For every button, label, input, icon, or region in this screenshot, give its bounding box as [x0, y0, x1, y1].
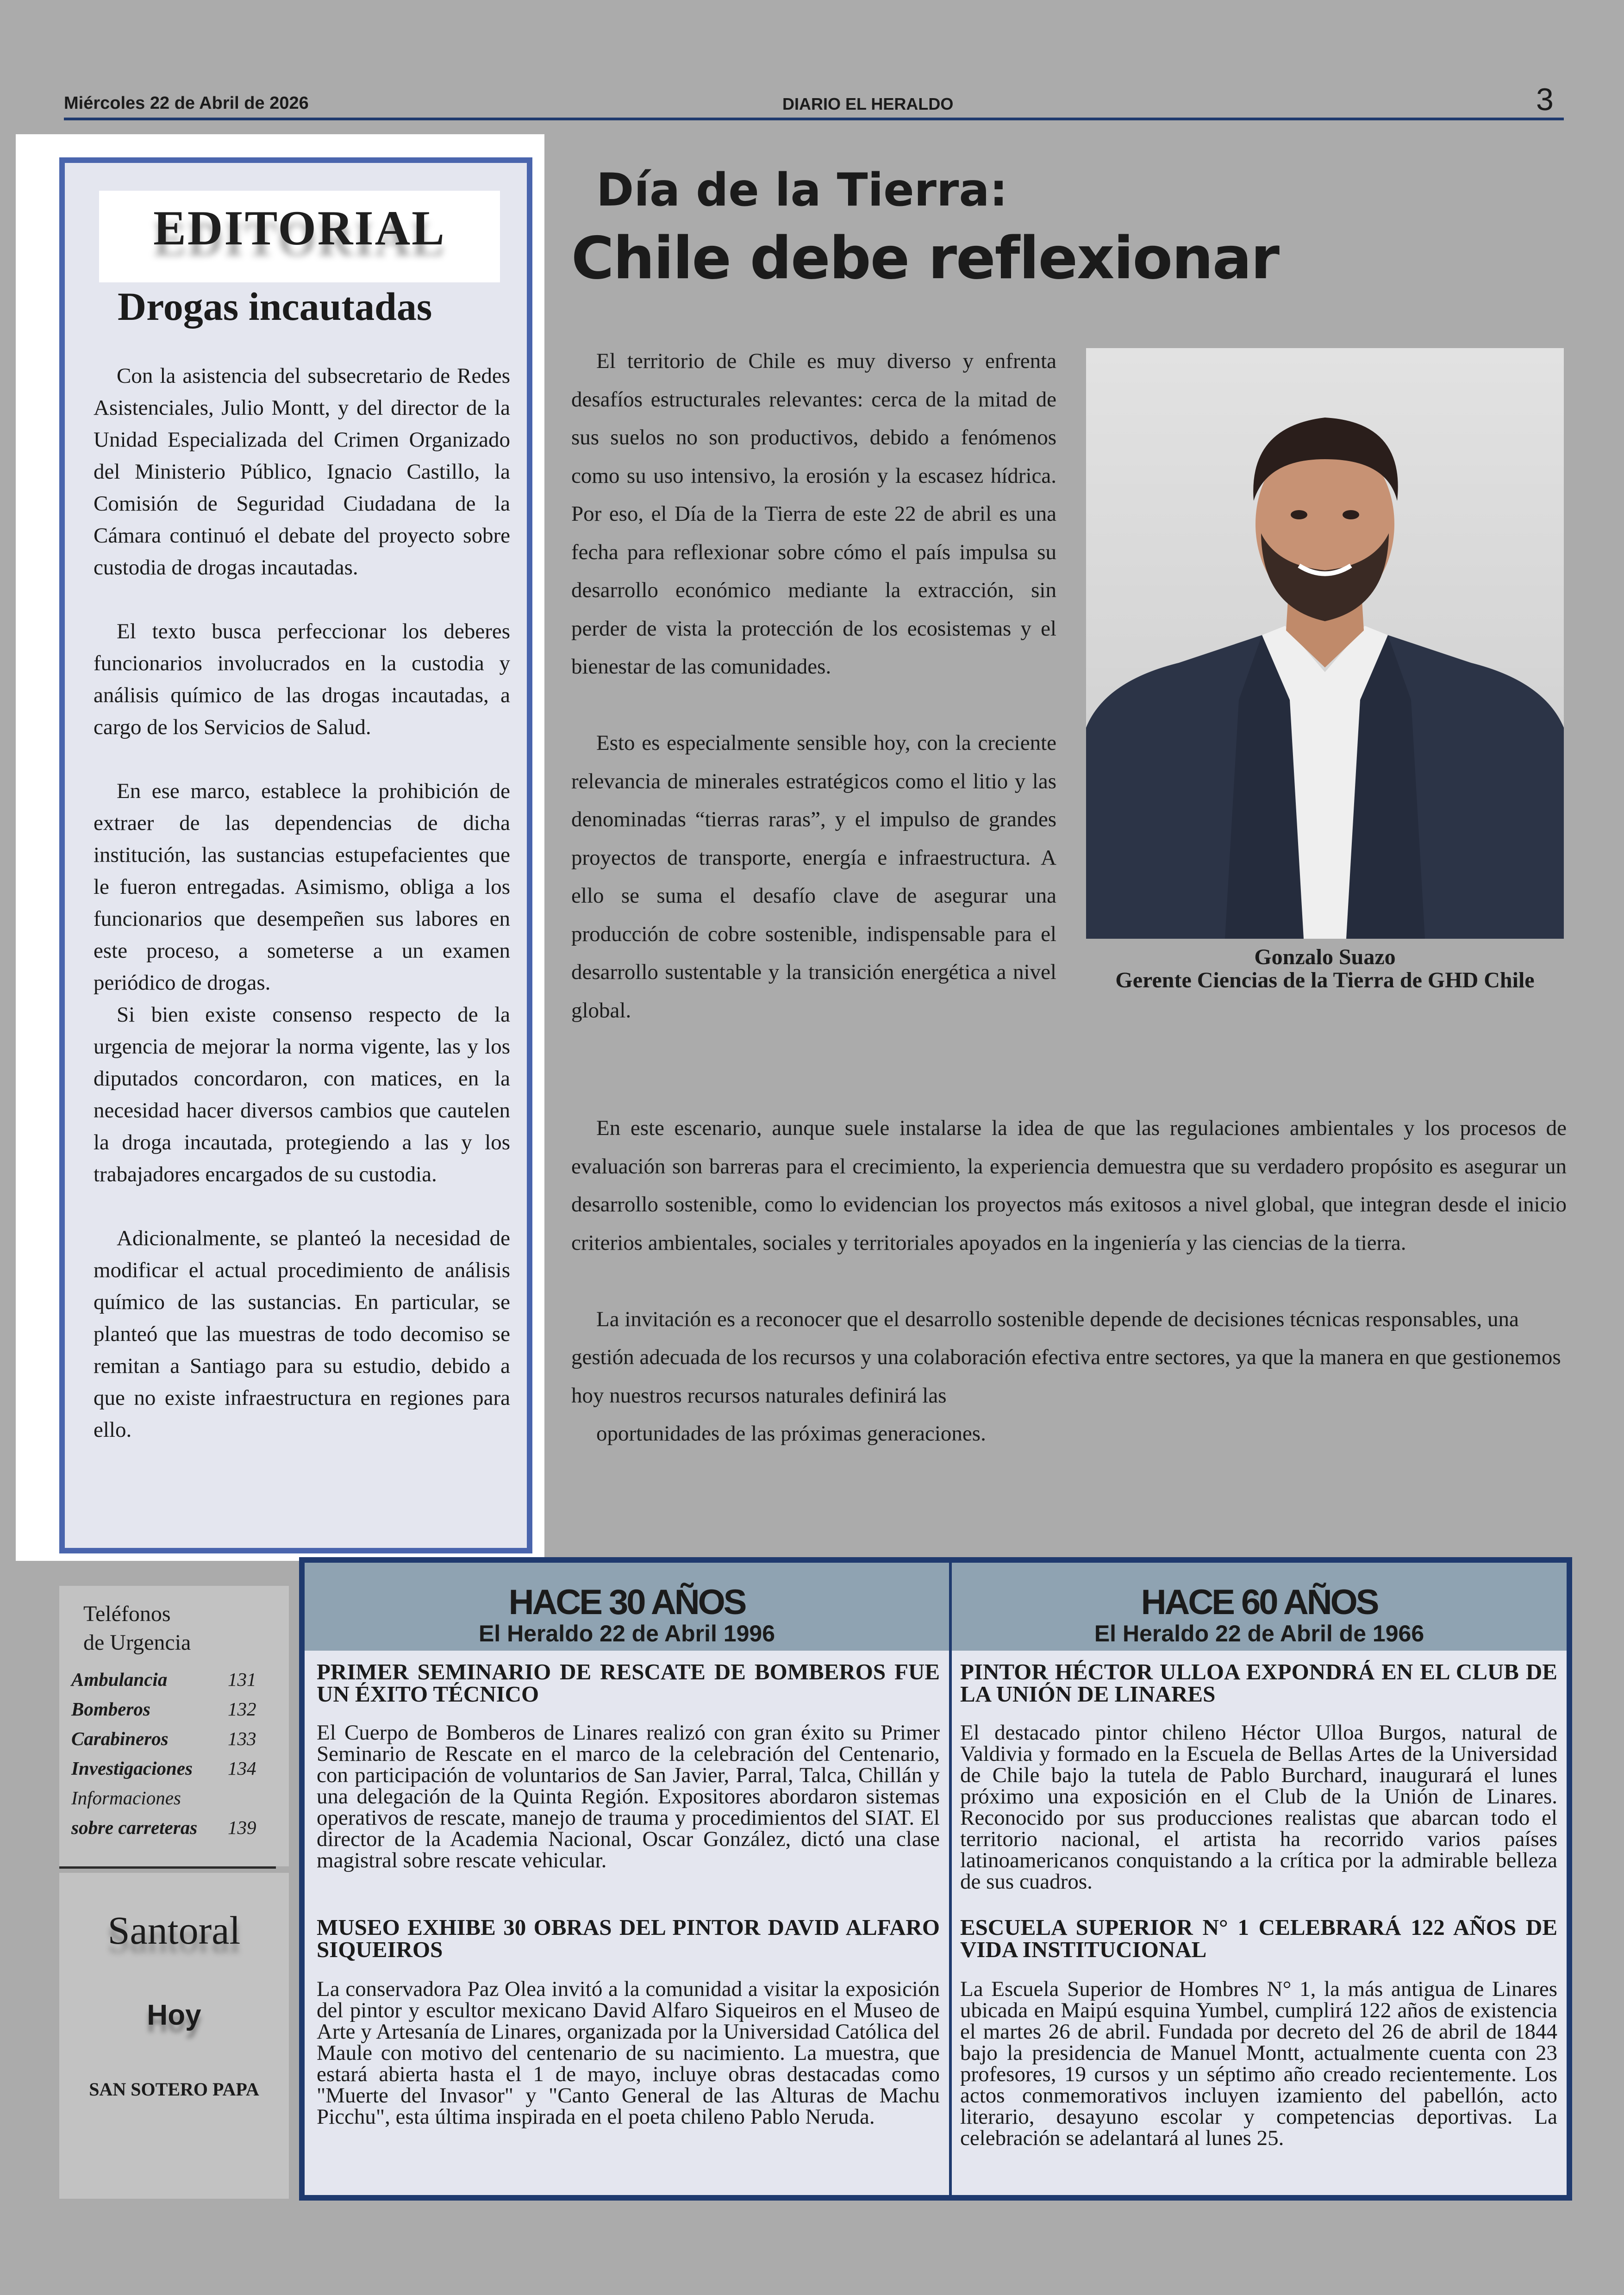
santoral-today: Hoy [147, 1999, 201, 2031]
phone-row [71, 1665, 256, 1694]
editorial-paragraph: Adicionalmente, se planteó la necesidad de modificar el actual procedimiento de análisis químico de las sustancias. En particular, se planteó que las muestras de todo decomiso se remitan a Santiago para su estudio, debido a que no existe infraestructura en regiones para ello. [94, 1226, 510, 1442]
hace30-heading: HACE 30 AÑOS [508, 1583, 745, 1622]
editorial-title: Drogas incautadas [118, 284, 432, 329]
article-paragraph: La invitación es a reconocer que el desarrollo sostenible depende de decisiones técnicas responsables, una gestión adecuada de los recursos y una colaboración efectiva entre sectores, ya que la manera en que gestionemos hoy nuestros recursos naturales definirá las [571, 1307, 1561, 1408]
phones-title-line: Teléfonos [83, 1602, 171, 1626]
history-column-divider [949, 1563, 952, 2195]
phone-row [71, 1813, 256, 1842]
hace30-story-body: La conservadora Paz Olea invitó a la comunidad a visitar la exposición del pintor y escultor mexicano David Alfaro Siqueiros en el Museo de Arte y Artesanía de Linares, organizada por la Universidad Católica del Maule con motivo del centenario de su nacimiento. La muestra, que estará abierta hasta el 1 de mayo, incluye obras destacadas como "Muerte del Invasor" y "Canto General de las Alturas de Machu Picchu", esta última inspirada en el poeta chileno Pablo Neruda. [317, 1977, 940, 2129]
phones-title [83, 1600, 191, 1657]
article-paragraph: oportunidades de las próximas generaciones. [596, 1422, 986, 1446]
santoral-title: Santoral [107, 1908, 241, 1952]
editorial-label: EDITORIAL [153, 201, 446, 255]
editorial-paragraph: Si bien existe consenso respecto de la urgencia de mejorar la norma vigente, las y los diputados concordaron, con matices, en la necesidad hacer diversos cambios que cautelen la droga incautada, protegiendo a las y los trabajadores encargados de su custodia. [94, 1003, 510, 1186]
phone-label: Bomberos [71, 1698, 150, 1720]
article-paragraph: El territorio de Chile es muy diverso y enfrenta desafíos estructurales relevantes: cerca de la mitad de sus suelos no son productivos, debido a fenómenos como su uso intensivo, la erosión y la escasez hídrica. Por eso, el Día de la Tierra de este 22 de abril es una fecha para reflexionar sobre cómo el país impulsa su desarrollo económico mediante la extracción, sin perder de vista la protección de los ecosistemas y el bienestar de las comunidades. [571, 349, 1056, 679]
hace60-story-body: El destacado pintor chileno Héctor Ulloa Burgos, natural de Valdivia y formado en la Escuela de Bellas Artes de la Universidad de Chile bajo la tutela de Pablo Burchard, inaugurará el lunes próximo una exposición en el Club de la Unión de Linares. Reconocido por sus producciones realistas que abarcan todo el territorio nacional, el artista ha recorrido varios países latinoamericanos conquistando a la crítica por la admirable belleza de sus cuadros. [960, 1721, 1557, 1894]
phone-label: Ambulancia [71, 1669, 168, 1690]
author-photo [1086, 348, 1564, 939]
hace30-subheading: El Heraldo 22 de Abril 1996 [478, 1621, 775, 1646]
phone-row [71, 1694, 256, 1724]
phone-label: sobre carreteras [71, 1817, 198, 1838]
photo-caption-name: Gonzalo Suazo [1254, 945, 1396, 969]
photo-caption-role: Gerente Ciencias de la Tierra de GHD Chile [1115, 968, 1535, 992]
phone-info-label: Informaciones [71, 1787, 181, 1809]
article-column [571, 342, 1056, 1029]
phone-label: Investigaciones [71, 1758, 193, 1779]
newspaper-name: DIARIO EL HERALDO [782, 94, 954, 113]
page-number: 3 [1536, 82, 1554, 117]
santoral-saint: SAN SOTERO PAPA [89, 2079, 259, 2100]
phone-row [71, 1753, 256, 1783]
article-title: Chile debe reflexionar [571, 224, 1279, 292]
hace30-story-headline: PRIMER SEMINARIO DE RESCATE DE BOMBEROS FUE UN ÉXITO TÉCNICO [317, 1659, 940, 1707]
phone-label: Carabineros [71, 1728, 169, 1749]
header-rule [64, 118, 1564, 120]
phone-number: 133 [228, 1728, 256, 1749]
phone-number: 134 [228, 1758, 256, 1779]
article-paragraph: En este escenario, aunque suele instalarse la idea de que las regulaciones ambientales y los procesos de evaluación son barreras para el crecimiento, la experiencia demuestra que su verdadero propósito es asegurar un desarrollo sostenible, como lo evidencian los proyectos más exitosos a nivel global, que integran desde el inicio criterios ambientales, sociales y territoriales apoyados en la ingeniería y las ciencias de la tierra. [571, 1116, 1567, 1255]
hace60-story-headline: ESCUELA SUPERIOR N° 1 CELEBRARÁ 122 AÑOS DE VIDA INSTITUCIONAL [960, 1915, 1557, 1962]
article-kicker: Día de la Tierra: [596, 164, 1008, 217]
phone-number: 131 [228, 1669, 256, 1690]
hace60-heading: HACE 60 AÑOS [1141, 1583, 1378, 1622]
header-date: Miércoles 22 de Abril de 2026 [64, 94, 309, 113]
phone-row [71, 1724, 256, 1753]
editorial-paragraph: En ese marco, establece la prohibición de extraer de las dependencias de dicha institución, las sustancias estupefacientes que le fueron entregadas. Asimismo, obliga a los funcionarios que desempeñen sus labores en este proceso, a someterse a un examen periódico de drogas. [94, 779, 510, 995]
hace60-story-body: La Escuela Superior de Hombres N° 1, la más antigua de Linares ubicada en Maipú esquina Yumbel, cumplirá 122 años de existencia el martes 26 de abril. Fundada por decreto del 26 de abril de 1844 bajo la presidencia de Manuel Montt, actualmente cuenta con 23 profesores, 19 cursos y un séptimo año creado recientemente. Los actos conmemorativos incluyen izamiento del pabellón, acto literario, desayuno escolar y competencias deportivas. La celebración se adelantará al lunes 25. [960, 1977, 1557, 2150]
editorial-body [94, 360, 510, 1446]
article-paragraph: Esto es especialmente sensible hoy, con la creciente relevancia de minerales estratégicos como el litio y las denominadas “tierras raras”, y el impulso de grandes proyectos de transporte, energía e infraestructura. A ello se suma el desafío clave de asegurar una producción de cobre sostenible, indispensable para el desarrollo sustentable y la transición energética a nivel global. [571, 731, 1056, 1023]
editorial-paragraph: El texto busca perfeccionar los deberes funcionarios involucrados en la custodia y análisis químico de las drogas incautadas, a cargo de los Servicios de Salud. [94, 619, 510, 739]
hace30-story-body: El Cuerpo de Bomberos de Linares realizó con gran éxito su Primer Seminario de Rescate en el marco de la celebración del Centenario, con participación de voluntarios de San Javier, Parral, Talca, Chillán y una delegación de la Quinta Región. Expositores abordaron sistemas operativos de rescate, manejo de trauma y procedimientos del SIAT. El director de la Academia Nacional, Oscar González, dictó una clase magistral sobre rescate vehicular. [317, 1721, 940, 1872]
article-wide-text [571, 1109, 1567, 1453]
phones-title-line: de Urgencia [83, 1630, 191, 1655]
hace30-story-headline: MUSEO EXHIBE 30 OBRAS DEL PINTOR DAVID ALFARO SIQUEIROS [317, 1915, 940, 1962]
editorial-paragraph: Con la asistencia del subsecretario de Redes Asistenciales, Julio Montt, y del director de la Unidad Especializada del Crimen Organizado del Ministerio Público, Ignacio Castillo, la Comisión de Seguridad Ciudadana de la Cámara continuó el debate del proyecto sobre custodia de drogas incautadas. [94, 364, 510, 580]
phone-number: 132 [228, 1698, 256, 1720]
phone-number: 139 [228, 1817, 256, 1838]
hace60-subheading: El Heraldo 22 de Abril de 1966 [1094, 1621, 1424, 1646]
phones-divider [59, 1866, 276, 1869]
author-portrait-illustration [1086, 348, 1564, 939]
phones-list [71, 1665, 256, 1842]
hace60-story-headline: PINTOR HÉCTOR ULLOA EXPONDRÁ EN EL CLUB DE LA UNIÓN DE LINARES [960, 1659, 1557, 1707]
